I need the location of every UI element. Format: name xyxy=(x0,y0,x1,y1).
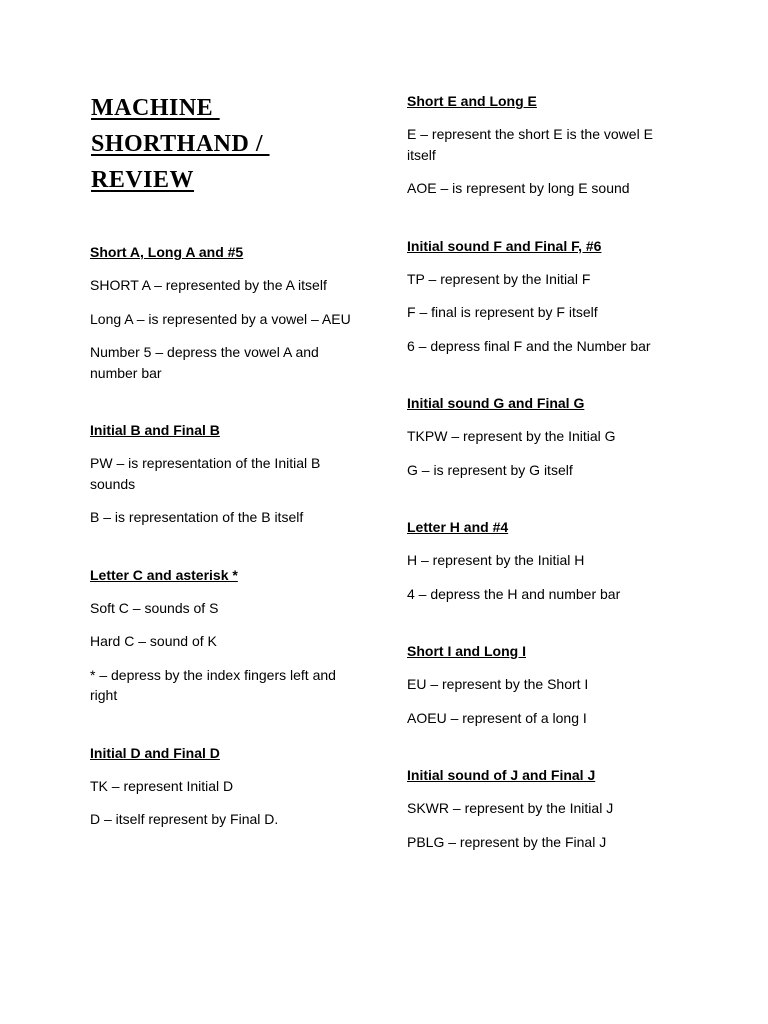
section-line: PBLG – represent by the Final J xyxy=(407,833,607,850)
section-line: E – represent the short E is the vowel E itself xyxy=(407,126,653,163)
left-column xyxy=(90,243,365,843)
section-line: AOE – is represent by long E sound xyxy=(407,180,630,196)
section-line: SKWR – represent by the Initial J xyxy=(407,800,614,816)
section-line: H – represent by the Initial H xyxy=(407,552,585,568)
section-line: * – depress by the index fingers left and right xyxy=(90,666,336,703)
section-heading: Initial sound G and Final G xyxy=(407,395,585,411)
section-line: Hard C – sound of K xyxy=(90,633,217,649)
section-heading: Initial sound F and Final F, #6 xyxy=(407,237,602,254)
section-line: 6 – depress final F and the Number bar xyxy=(407,337,651,354)
section-initial-d-final-d xyxy=(90,744,365,830)
section-heading: Short E and Long E xyxy=(407,93,537,109)
section-line: TKPW – represent by the Initial G xyxy=(407,428,616,444)
section-line: 4 – depress the H and number bar xyxy=(407,585,621,602)
section-initial-f-final-f xyxy=(407,237,682,357)
section-letter-h xyxy=(407,518,682,604)
right-column xyxy=(407,92,682,865)
section-heading: Initial D and Final D xyxy=(90,744,220,761)
section-letter-c-asterisk xyxy=(90,566,365,706)
section-line: Number 5 – depress the vowel A and number bar xyxy=(90,344,319,381)
section-line: F – final is represent by F itself xyxy=(407,304,598,320)
section-initial-j-final-j xyxy=(407,766,682,852)
section-heading: Letter H and #4 xyxy=(407,519,509,535)
section-heading: Initial sound of J and Final J xyxy=(407,767,596,783)
section-line: Long A – is represented by a vowel – AEU xyxy=(90,310,351,327)
section-line: B – is representation of the B itself xyxy=(90,509,304,525)
section-line: TP – represent by the Initial F xyxy=(407,270,591,287)
document-title xyxy=(91,90,351,198)
section-short-e-long-e xyxy=(407,92,682,199)
section-short-a-long-a xyxy=(90,243,365,383)
section-heading: Short I and Long I xyxy=(407,643,526,659)
section-line: D – itself represent by Final D. xyxy=(90,811,279,827)
section-line: SHORT A – represented by the A itself xyxy=(90,277,327,293)
section-heading: Letter C and asterisk * xyxy=(90,566,238,583)
title-line-3: REVIEW xyxy=(91,167,195,193)
section-line: Soft C – sounds of S xyxy=(90,599,219,616)
section-heading: Short A, Long A and #5 xyxy=(90,244,244,260)
section-line: PW – is representation of the Initial B sounds xyxy=(90,455,321,492)
title-line-1: MACHINE xyxy=(91,95,220,121)
section-initial-b-final-b xyxy=(90,421,365,528)
section-line: G – is represent by G itself xyxy=(407,461,573,478)
section-line: EU – represent by the Short I xyxy=(407,676,589,692)
section-line: TK – represent Initial D xyxy=(90,777,234,794)
section-line: AOEU – represent of a long I xyxy=(407,709,587,726)
section-heading: Initial B and Final B xyxy=(90,422,220,438)
title-line-2: SHORTHAND / xyxy=(91,131,270,157)
section-initial-g-final-g xyxy=(407,394,682,480)
section-short-i-long-i xyxy=(407,642,682,728)
